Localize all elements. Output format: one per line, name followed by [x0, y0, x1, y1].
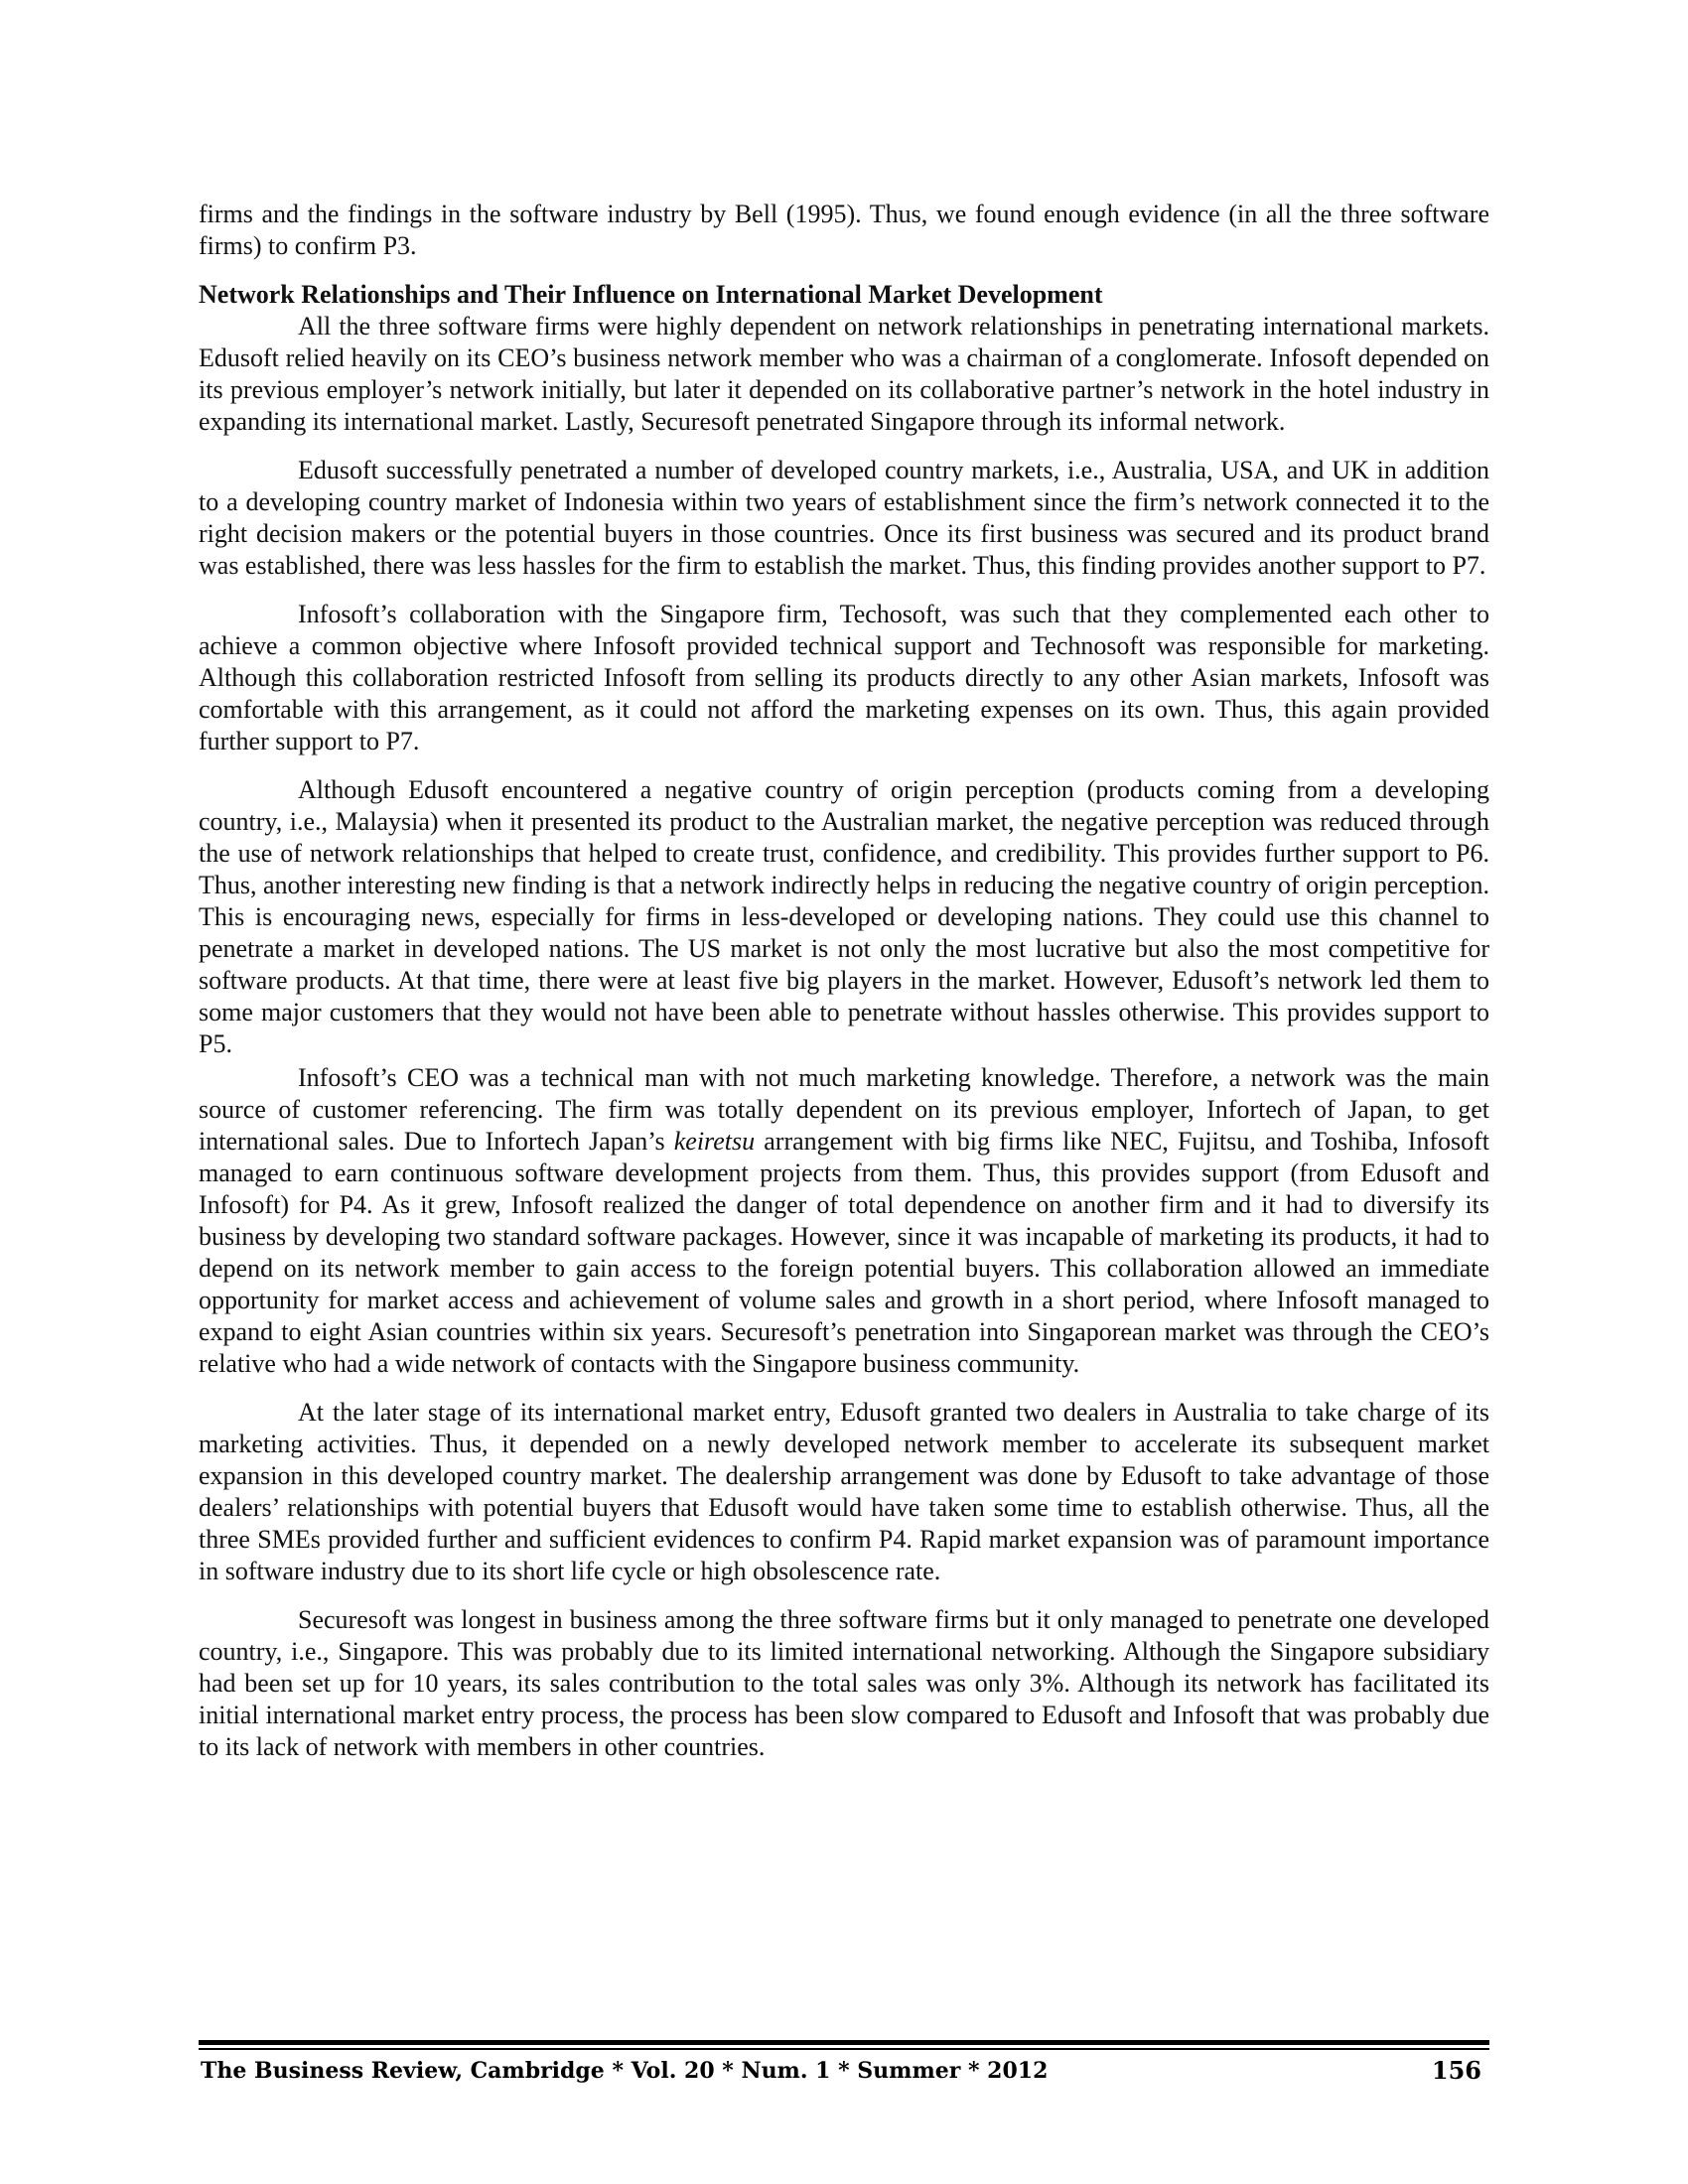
body-text	[199, 199, 1489, 1780]
section-heading: Network Relationships and Their Influence on International Market Development	[199, 280, 1103, 309]
paragraph: Securesoft was longest in business among the three software firms but it only managed to penetrate one developed country, i.e., Singapore. This was probably due to its limited international networking. Although the Singapore subsidiary had been set up for 10 years, its sales contribution to the total sales was only 3%. Although its network has facilitated its initial international market entry process, the process has been slow compared to Edusoft and Infosoft that was probably due to its lack of network with members in other countries.	[199, 1605, 1489, 1761]
paragraph: All the three software firms were highly dependent on network relationships in penetrating international markets. Edusoft relied heavily on its CEO’s business network member who was a chairman of a conglomerate. Infosoft depended on its previous employer’s network initially, but later it depended on its collaborative partner’s network in the hotel industry in expanding its international market. Lastly, Securesoft penetrated Singapore through its informal network.	[199, 312, 1489, 436]
paragraph	[199, 1062, 1489, 1380]
page-footer	[199, 2053, 1489, 2089]
footer-rule	[199, 2040, 1489, 2045]
paragraph: Edusoft successfully penetrated a number of developed country markets, i.e., Australia, USA, and UK in addition to a developing country market of Indonesia within two years of establishment since the firm’s network connected it to the right decision makers or the potential buyers in those countries. Once its first business was secured and its product brand was established, there was less hassles for the firm to establish the market. Thus, this finding provides another support to P7.	[199, 456, 1489, 580]
paragraph: Although Edusoft encountered a negative country of origin perception (products coming from a developing country, i.e., Malaysia) when it presented its product to the Australian market, the negative perception was reduced through the use of network relationships that helped to create trust, confidence, and credibility. This provides further support to P6. Thus, another interesting new finding is that a network indirectly helps in reducing the negative country of origin perception. This is encouraging news, especially for firms in less-developed or developing nations. They could use this channel to penetrate a market in developed nations. The US market is not only the most lucrative but also the most competitive for software products. At that time, there were at least five big players in the market. However, Edusoft’s network led them to some major customers that they would not have been able to penetrate without hassles otherwise. This provides support to P5.	[199, 775, 1489, 1058]
paragraph: At the later stage of its international market entry, Edusoft granted two dealers in Australia to take charge of its marketing activities. Thus, it depended on a newly developed network member to accelerate its subsequent market expansion in this developed country market. The dealership arrangement was done by Edusoft to take advantage of those dealers’ relationships with potential buyers that Edusoft would have taken some time to establish otherwise. Thus, all the three SMEs provided further and sufficient evidences to confirm P4. Rapid market expansion was of paramount importance in software industry due to its short life cycle or high obsolescence rate.	[199, 1398, 1489, 1585]
paragraph-text: arrangement with big firms like NEC, Fujitsu, and Toshiba, Infosoft managed to earn continuous software development projects from them. Thus, this provides support (from Edusoft and Infosoft) for P4. As it grew, Infosoft realized the danger of total dependence on another firm and it had to diversify its business by developing two standard software packages. However, since it was incapable of marketing its products, it had to depend on its network member to gain access to the foreign potential buyers. This collaboration allowed an immediate opportunity for market access and achievement of volume sales and growth in a short period, where Infosoft managed to expand to eight Asian countries within six years. Securesoft’s penetration into Singaporean market was through the CEO’s relative who had a wide network of contacts with the Singapore business community.	[199, 1127, 1489, 1378]
page-number: 156	[1431, 2056, 1481, 2085]
italic-term: keiretsu	[673, 1127, 756, 1156]
paragraph-text: Infosoft’s CEO was a technical man with not much marketing knowledge. Therefore, a network was the main source of customer referencing. The firm was totally dependent on its previous employer, Infortech of Japan, to get international sales. Due to Infortech Japan’s	[199, 1063, 1489, 1156]
paragraph: Infosoft’s collaboration with the Singapore firm, Techosoft, was such that they complemented each other to achieve a common objective where Infosoft provided technical support and Technosoft was responsible for marketing. Although this collaboration restricted Infosoft from selling its products directly to any other Asian markets, Infosoft was comfortable with this arrangement, as it could not afford the marketing expenses on its own. Thus, this again provided further support to P7.	[199, 600, 1489, 755]
paragraph-continued: firms and the findings in the software industry by Bell (1995). Thus, we found enough evidence (in all the three software firms) to confirm P3.	[199, 200, 1489, 260]
footer-rule-thin	[199, 2048, 1489, 2050]
journal-citation: The Business Review, Cambridge * Vol. 20 * Num. 1 * Summer * 2012	[201, 2058, 1049, 2084]
